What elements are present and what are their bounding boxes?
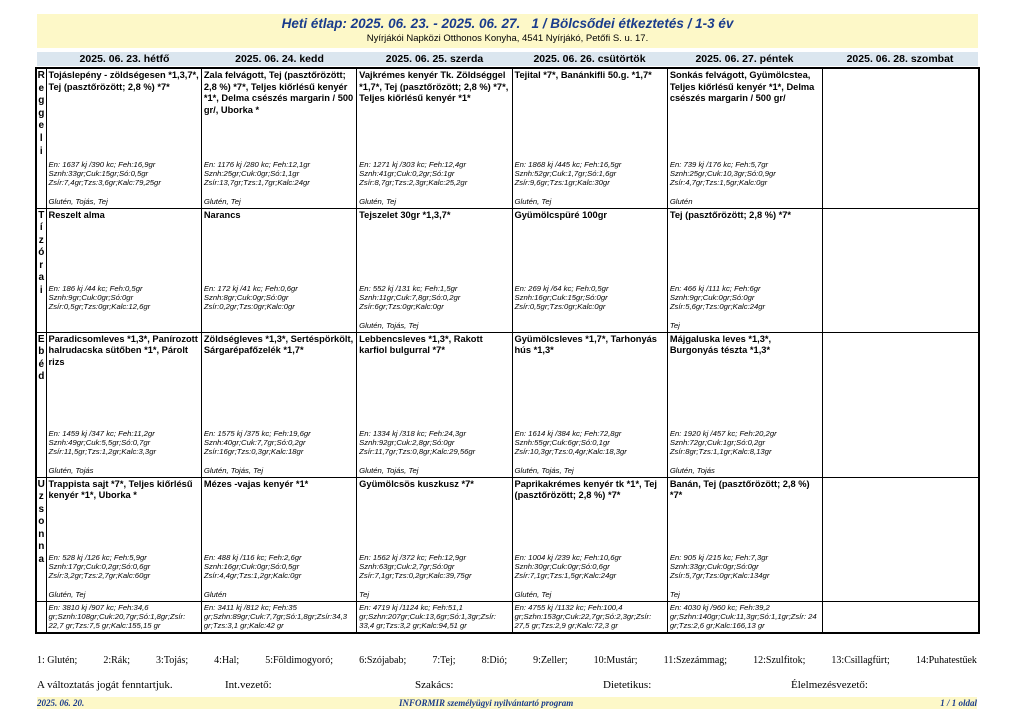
food-items: Vajkrémes kenyér Tk. Zöldséggel *1,7*, Tej (pasztőrözött; 2,8 %) *7*, Teljes kiőrlésű kenyér *1* — [359, 70, 509, 103]
totals-label — [36, 601, 46, 633]
allergen-legend-item: 12:Szulfitok; — [753, 655, 806, 666]
day-header-row — [37, 52, 978, 66]
food-items — [823, 69, 978, 70]
menu-cell — [667, 477, 822, 601]
footer-date: 2025. 06. 20. — [37, 698, 85, 708]
meal-row-ebed — [36, 332, 979, 477]
meal-label-letter: R — [37, 70, 45, 81]
nutrition-line: Zsír:10,3gr;Tzs:0,4gr;Kalc:18,3gr — [514, 447, 627, 457]
menu-cell — [201, 208, 356, 332]
food-items: Zöldségleves *1,3*, Sertéspörkölt, Sárgarépafőzelék *1,7* — [203, 333, 354, 355]
allergen-summary: Tej — [359, 590, 370, 600]
nutrition-line: Zsír:11,5gr;Tzs:1,2gr;Kalc:3,3gr — [48, 447, 157, 457]
food-items: Gyümölcsleves *1,7*, Tarhonyás hús *1,3* — [514, 333, 657, 355]
nutrition-line: Sznh:63gr;Cuk:2,7gr;Só:0gr — [359, 561, 455, 571]
nutrition-line: Zsír:3,2gr;Tzs:2,7gr;Kalc:60gr — [48, 571, 151, 581]
nutrition-block — [359, 284, 509, 331]
menu-cell — [512, 332, 667, 477]
allergen-legend-item: 9:Zeller; — [533, 655, 568, 666]
food-items: Banán, Tej (pasztőrözött; 2,8 %) *7* — [669, 478, 810, 500]
nutrition-line: Sznh:25gr;Cuk:0gr;Só:1,1gr — [203, 168, 300, 178]
allergen-summary: Glutén, Tej — [359, 197, 397, 207]
meal-label-letter: i — [39, 145, 43, 157]
nutrition-line: Zsír:13,7gr;Tzs:1,7gr;Kalc:24gr — [203, 178, 310, 188]
nutrition-line: Sznh:25gr;Cuk:10,3gr;Só:0,9gr — [669, 168, 776, 178]
nutrition-block — [49, 553, 199, 600]
menu-cell — [357, 477, 512, 601]
food-items: Májgaluska leves *1,3*, Burgonyás tészta *1,3* — [669, 333, 772, 355]
meal-label-letter: z — [38, 234, 44, 246]
nutrition-block — [670, 553, 820, 600]
menu-cell — [512, 68, 667, 208]
weekly-menu-table — [35, 67, 980, 634]
food-items — [823, 209, 978, 210]
page-footer — [37, 697, 977, 709]
signature-line — [37, 679, 977, 693]
nutrition-line: En: 1271 kj /303 kc; Feh:12,4gr — [359, 159, 467, 169]
nutrition-line: Zsír:4,7gr;Tzs:1,5gr;Kalc:0gr — [669, 178, 768, 188]
menu-cell — [46, 68, 201, 208]
nutrition-line: Zsír:6gr;Tzs:0gr;Kalc:0gr — [359, 302, 444, 312]
nutrition-line: Sznh:9gr;Cuk:0gr;Só:0gr — [48, 293, 134, 303]
allergen-legend-item: 3:Tojás; — [156, 655, 189, 666]
menu-cell — [512, 477, 667, 601]
allergen-summary — [204, 322, 354, 331]
nutrition-line: En: 739 kj /176 kc; Feh:5,7gr — [669, 159, 769, 169]
menu-cell — [512, 208, 667, 332]
meal-label-letter: a — [38, 554, 45, 566]
menu-cell — [46, 208, 201, 332]
allergen-summary: Glutén, Tej — [514, 590, 552, 600]
nutrition-block — [359, 429, 509, 476]
day-header-monday: 2025. 06. 23. hétfő — [79, 53, 170, 65]
nutrition-block — [204, 553, 354, 600]
footer-page: 1 / 1 oldal — [940, 698, 977, 708]
nutrition-line: En: 1459 kj /347 kc; Feh:11,2gr — [48, 428, 155, 438]
food-items: Tej (pasztőrözött; 2,8 %) *7* — [669, 209, 792, 220]
nutrition-line: En: 552 kj /131 kc; Feh:1,5gr — [359, 283, 458, 293]
menu-cell — [357, 332, 512, 477]
nutrition-block — [49, 429, 199, 476]
nutrition-line: Sznh:16gr;Cuk:0gr;Só:0,5gr — [203, 561, 300, 571]
dietetikus-label: Dietetikus: — [603, 679, 652, 691]
allergen-summary: Glutén, Tojás — [48, 466, 94, 476]
nutrition-line: Sznh:11gr;Cuk:7,8gr;Só:0,2gr — [359, 292, 461, 302]
food-items: Tejital *7*, Banánkifli 50.g. *1,7* — [514, 70, 652, 80]
day-header-friday: 2025. 06. 27. péntek — [695, 53, 794, 65]
menu-cell — [823, 208, 979, 332]
day-header-thursday: 2025. 06. 26. csütörtök — [533, 53, 646, 65]
nutrition-line: Zsír:16gr;Tzs:0,3gr;Kalc:18gr — [203, 447, 304, 457]
nutrition-line: En: 1920 kj /457 kc; Feh:20,2gr — [669, 428, 777, 438]
daily-total-text: En: 4755 kj /1132 kc; Feh:100,4 gr;Szhn:153gr;Cuk:22,7gr;Só:2,3gr;Zsír: 27,5 gr;Tzs:2,9 gr;Kalc:72,3 gr — [514, 602, 652, 631]
nutrition-line: Zsír:0,5gr;Tzs:0gr;Kalc:0gr — [514, 302, 606, 312]
allergen-legend-item: 14:Puhatestűek — [915, 655, 977, 666]
food-items: Lebbencsleves *1,3*, Rakott karfiol bulgurral *7* — [359, 333, 483, 355]
allergen-summary: Glutén, Tojás, Tej — [203, 466, 264, 476]
meal-label — [36, 332, 46, 477]
nutrition-line: En: 1614 kj /384 kc; Feh:72,8gr — [514, 428, 622, 438]
nutrition-block — [359, 160, 509, 207]
nutrition-block — [49, 160, 199, 207]
meal-label-letter: é — [38, 358, 45, 370]
daily-total-cell — [46, 601, 201, 633]
daily-total-text: En: 4030 kj /960 kc; Feh:39,2 gr;Szhn:140gr;Cuk:11,3gr;Só:1,1gr;Zsír: 24 gr;Tzs:2,6 gr;Kalc:166,13 gr — [669, 602, 817, 631]
nutrition-block — [204, 429, 354, 476]
nutrition-line: En: 1176 kj /280 kc; Feh:12,1gr — [203, 159, 311, 169]
nutrition-line: Sznh:17gr;Cuk:0,2gr;Só:0,6gr — [48, 561, 151, 571]
meal-label-letter: d — [38, 371, 45, 383]
meal-label-letter: n — [38, 541, 45, 553]
day-header-wednesday: 2025. 06. 25. szerda — [385, 53, 484, 65]
daily-total-cell — [823, 601, 979, 633]
nutrition-line: En: 269 kj /64 kc; Feh:0,5gr — [514, 283, 609, 293]
menu-cell — [201, 477, 356, 601]
meal-label-letter: i — [39, 285, 43, 297]
food-items: Mézes -vajas kenyér *1* — [203, 478, 309, 489]
meal-label-letter: g — [38, 95, 45, 107]
nutrition-line: Zsír:8,7gr;Tzs:2,3gr;Kalc:25,2gr — [359, 178, 468, 188]
food-items — [823, 333, 978, 334]
daily-total-text: En: 4719 kj /1124 kc; Feh:51,1 gr;Szhn:207gr;Cuk:13,6gr;Só:1,3gr;Zsír: 33,4 gr;Tzs:3,2 gr;Kalc:94,51 gr — [359, 602, 496, 631]
nutrition-line: Sznh:30gr;Cuk:0gr;Só:0,6gr — [514, 561, 610, 571]
nutrition-line: Sznh:9gr;Cuk:0gr;Só:0gr — [669, 292, 755, 302]
daily-total-cell — [667, 601, 822, 633]
allergen-summary: Glutén — [669, 197, 693, 207]
nutrition-line: En: 172 kj /41 kc; Feh:0,6gr — [203, 283, 298, 293]
nutrition-line: En: 1868 kj /445 kc; Feh:16,5gr — [514, 159, 622, 169]
int-vezeto-label: Int.vezető: — [225, 679, 272, 691]
menu-cell — [667, 332, 822, 477]
nutrition-line: Sznh:16gr;Cuk:15gr;Só:0gr — [514, 293, 608, 303]
allergen-summary: Glutén, Tej — [48, 590, 86, 600]
daily-total-text: En: 3810 kj /907 kc; Feh:34,6 gr;Sznh:108gr;Cuk:20,7gr;Só:1,8gr;Zsír: 22,7 gr;Tzs:7,5 gr;Kalc:155,15 gr — [48, 602, 186, 631]
meal-label — [36, 477, 46, 601]
allergen-legend-item: 6:Szójabab; — [359, 655, 407, 666]
allergen-legend-item: 13:Csillagfürt; — [831, 655, 890, 666]
allergen-summary: Glutén, Tojás, Tej — [359, 321, 419, 331]
nutrition-line: Sznh:55gr;Cuk:6gr;Só:0,1gr — [514, 437, 610, 447]
daily-totals-row — [36, 601, 979, 633]
meal-label-letter: í — [39, 222, 43, 234]
meal-label-letter: a — [38, 272, 45, 284]
nutrition-block — [515, 160, 665, 207]
nutrition-line: Sznh:72gr;Cuk:1gr;Só:0,2gr — [669, 437, 766, 447]
allergen-summary: Glutén, Tojás, Tej — [359, 466, 419, 476]
nutrition-line: En: 1637 kj /390 kc; Feh:16,9gr — [48, 159, 156, 169]
menu-cell — [357, 68, 512, 208]
food-items: Tejszelet 30gr *1,3,7* — [359, 209, 451, 220]
nutrition-block — [515, 429, 665, 476]
meal-label-letter: n — [38, 528, 45, 540]
allergen-summary: Glutén, Tojás, Tej — [48, 197, 108, 207]
allergen-summary: Glutén, Tej — [514, 197, 552, 207]
nutrition-line: Sznh:8gr;Cuk:0gr;Só:0gr — [203, 293, 289, 303]
meal-label-letter: e — [38, 82, 45, 94]
nutrition-line: En: 1334 kj /318 kc; Feh:24,3gr — [359, 428, 467, 438]
meal-label-letter: T — [38, 209, 45, 221]
allergen-legend-item: 1: Glutén; — [37, 655, 78, 666]
nutrition-block — [515, 284, 665, 331]
allergen-legend-item: 11:Szezámmag; — [663, 655, 728, 666]
nutrition-line: En: 488 kj /116 kc; Feh:2,6gr — [203, 552, 302, 562]
menu-cell — [46, 332, 201, 477]
food-items: Paprikakrémes kenyér tk *1*, Tej (pasztőrözött; 2,8 %) *7* — [514, 478, 657, 500]
meal-label-letter: b — [38, 346, 45, 358]
nutrition-block — [204, 160, 354, 207]
nutrition-line: Zsír:4,4gr;Tzs:1,2gr;Kalc:0gr — [203, 571, 302, 581]
allergen-summary: Tej — [669, 321, 680, 331]
food-items — [823, 478, 978, 479]
nutrition-line: Zsír:11,7gr;Tzs:0,8gr;Kalc:29,56gr — [359, 447, 476, 457]
meal-label-letter: s — [38, 503, 45, 515]
allergen-summary: Glutén, Tej — [203, 197, 241, 207]
nutrition-block — [359, 553, 509, 600]
allergen-summary: Glutén — [203, 590, 227, 600]
meal-label-letter: ó — [38, 247, 45, 259]
nutrition-line: En: 186 kj /44 kc; Feh:0,5gr — [48, 283, 143, 293]
food-items: Reszelt alma — [48, 209, 105, 220]
footer-program: INFORMIR személyügyi nyilvántartó program — [399, 698, 574, 708]
food-items: Gyümölcspüré 100gr — [514, 209, 607, 220]
meal-row-uzsonna — [36, 477, 979, 601]
nutrition-block — [204, 284, 354, 331]
meal-label-letter: g — [38, 107, 45, 119]
disclaimer-text: A változtatás jogát fenntartjuk. — [37, 679, 173, 691]
allergen-legend-item: 7:Tej; — [432, 655, 456, 666]
menu-cell — [46, 477, 201, 601]
nutrition-line: Sznh:49gr;Cuk:5,5gr;Só:0,7gr — [48, 437, 151, 447]
menu-cell — [667, 208, 822, 332]
nutrition-line: En: 466 kj /111 kc; Feh:6gr — [669, 283, 761, 293]
meal-label-letter: o — [38, 516, 45, 528]
nutrition-line: En: 1562 kj /372 kc; Feh:12,9gr — [359, 552, 467, 562]
nutrition-line: Zsír:9,6gr;Tzs:1gr;Kalc:30gr — [514, 178, 610, 188]
menu-title-box — [37, 14, 978, 48]
nutrition-line: Zsír:7,1gr;Tzs:0,2gr;Kalc:39,75gr — [359, 571, 472, 581]
meal-label-letter: l — [39, 132, 43, 144]
menu-cell — [823, 68, 979, 208]
menu-cell — [823, 332, 979, 477]
allergen-summary: Glutén, Tojás, Tej — [514, 466, 574, 476]
meal-label — [36, 208, 46, 332]
nutrition-line: Sznh:92gr;Cuk:2,8gr;Só:0gr — [359, 437, 455, 447]
nutrition-line: Sznh:52gr;Cuk:1,7gr;Só:1,6gr — [514, 168, 617, 178]
allergen-summary — [515, 322, 665, 331]
menu-cell — [201, 68, 356, 208]
szakacs-label: Szakács: — [415, 679, 454, 691]
allergen-summary — [49, 322, 199, 331]
allergen-legend-item: 10:Mustár; — [593, 655, 638, 666]
meal-label-letter: r — [39, 259, 44, 271]
day-header-tuesday: 2025. 06. 24. kedd — [235, 53, 324, 65]
nutrition-line: Zsír:8gr;Tzs:1,1gr;Kalc:8,13gr — [669, 447, 772, 457]
meal-label — [36, 68, 46, 208]
nutrition-line: Sznh:40gr;Cuk:7,7gr;Só:0,2gr — [203, 437, 306, 447]
food-items: Sonkás felvágott, Gyümölcstea, Teljes kiőrlésű kenyér *1*, Delma csészés margarin / 500 gr/ — [669, 70, 815, 103]
allergen-summary: Tej — [669, 590, 680, 600]
food-items: Zala felvágott, Tej (pasztőrözött; 2,8 %) *7*, Teljes kiőrlésű kenyér *1*, Delma csészés margarin / 500 gr/, Uborka * — [203, 70, 354, 115]
menu-cell — [357, 208, 512, 332]
meal-row-reggeli — [36, 68, 979, 208]
nutrition-block — [670, 160, 820, 207]
allergen-legend-item: 8:Dió; — [481, 655, 508, 666]
meal-label-letter: e — [38, 120, 45, 132]
nutrition-block — [670, 429, 820, 476]
meal-label-letter: z — [38, 491, 44, 503]
nutrition-line: En: 528 kj /126 kc; Feh:5,9gr — [48, 552, 147, 562]
nutrition-line: Zsír:7,4gr;Tzs:3,6gr;Kalc:79,25gr — [48, 178, 161, 188]
menu-cell — [667, 68, 822, 208]
nutrition-block — [49, 284, 199, 331]
daily-total-text — [823, 602, 978, 632]
allergen-legend-item: 5:Földimogyoró; — [265, 655, 334, 666]
daily-total-cell — [357, 601, 512, 633]
allergen-legend-item: 2:Rák; — [103, 655, 130, 666]
food-items: Tojáslepény - zöldségesen *1,3,7*, Tej (pasztőrözött; 2,8 %) *7* — [48, 70, 199, 92]
menu-title: Heti étlap: 2025. 06. 23. - 2025. 06. 27. 1 / Bölcsődei étkeztetés / 1-3 év — [281, 16, 734, 31]
daily-total-text: En: 3411 kj /812 kc; Feh:35 gr;Szhn:89gr;Cuk:7,7gr;Só:1,8gr;Zsír:34,3 gr;Tzs:3,1 gr;Kalc:42 gr — [203, 602, 347, 631]
nutrition-line: Zsír:0,5gr;Tzs:0gr;Kalc:12,6gr — [48, 302, 151, 312]
nutrition-block — [515, 553, 665, 600]
meal-label-letter: E — [37, 333, 45, 345]
nutrition-line: Zsír:0,2gr;Tzs:0gr;Kalc:0gr — [203, 302, 295, 312]
nutrition-line: En: 905 kj /215 kc; Feh:7,3gr — [669, 552, 769, 562]
food-items: Gyümölcsös kuszkusz *7* — [359, 478, 474, 489]
nutrition-line: Sznh:41gr;Cuk:0,2gr;Só:1gr — [359, 168, 455, 178]
food-items: Narancs — [203, 209, 241, 220]
food-items: Paradicsomleves *1,3*, Panírozott halrudacska sütőben *1*, Párolt rizs — [48, 333, 198, 367]
food-items: Trappista sajt *7*, Teljes kiőrlésű kenyér *1*, Uborka * — [48, 478, 193, 500]
allergen-legend-item: 4:Hal; — [214, 655, 240, 666]
nutrition-line: Zsír:5,7gr;Tzs:0gr;Kalc:134gr — [669, 571, 770, 581]
nutrition-line: Sznh:33gr;Cuk:0gr;Só:0gr — [669, 561, 759, 571]
meal-row-tizorai — [36, 208, 979, 332]
menu-cell — [823, 477, 979, 601]
nutrition-line: Zsír:5,6gr;Tzs:0gr;Kalc:24gr — [669, 302, 766, 312]
nutrition-line: En: 1004 kj /239 kc; Feh:10,6gr — [514, 552, 622, 562]
daily-total-cell — [201, 601, 356, 633]
kitchen-address: Nyírjákói Napközi Otthonos Konyha, 4541 Nyírjákó, Petőfi S. u. 17. — [366, 33, 649, 44]
daily-total-cell — [512, 601, 667, 633]
allergen-summary: Glutén, Tojás — [669, 466, 715, 476]
nutrition-block — [670, 284, 820, 331]
nutrition-line: Sznh:33gr;Cuk:15gr;Só:0,5gr — [48, 168, 149, 178]
day-header-saturday: 2025. 06. 28. szombat — [846, 53, 954, 65]
elelmezesvezeto-label: Élelmezésvezető: — [791, 679, 868, 691]
meal-label-letter: U — [37, 478, 45, 490]
nutrition-line: En: 1575 kj /375 kc; Feh:19,6gr — [203, 428, 311, 438]
allergen-legend — [37, 655, 977, 666]
menu-cell — [201, 332, 356, 477]
nutrition-line: Zsír:7,1gr;Tzs:1,5gr;Kalc:24gr — [514, 571, 617, 581]
